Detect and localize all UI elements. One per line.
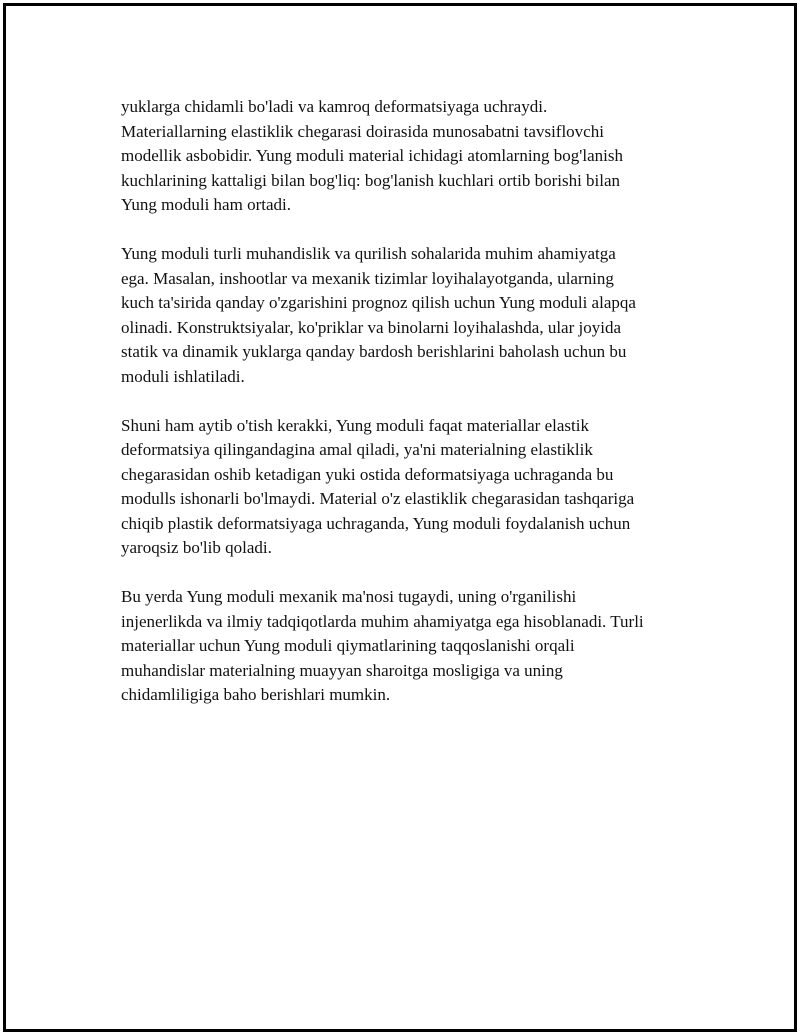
paragraph-line: olinadi. Konstruktsiyalar, ko'priklar va binolarni loyihalashda, ular joyida [121, 317, 621, 337]
paragraph-line: yuklarga chidamli bo'ladi va kamroq deformatsiyaga uchraydi. [121, 97, 548, 116]
paragraph-line: modulls ishonarli bo'lmaydi. Material o'z elastiklik chegarasidan tashqariga [121, 489, 635, 508]
paragraph-line: Bu yerda Yung moduli mexanik ma'nosi tugaydi, uning o'rganilishi [121, 587, 577, 606]
paragraph-line: Shuni ham aytib o'tish kerakki, Yung moduli faqat materiallar elastik [121, 415, 589, 435]
paragraph-3 [121, 414, 691, 561]
paragraph-line: moduli ishlatiladi. [121, 366, 245, 386]
paragraph-line: Yung moduli turli muhandislik va qurilish sohalarida muhim ahamiyatga [121, 244, 616, 263]
paragraph-line: muhandislar materialning muayyan sharoitga mosligiga va uning [121, 660, 563, 680]
paragraph-line: yaroqsiz bo'lib qoladi. [121, 538, 272, 557]
paragraph-line: ega. Masalan, inshootlar va mexanik tizimlar loyihalayotganda, ularning [121, 268, 614, 288]
paragraph-line: chidamliligiga baho berishlari mumkin. [121, 685, 391, 704]
paragraph-line: kuch ta'sirida qanday o'zgarishini prognoz qilish uchun Yung moduli alapqa [121, 293, 636, 312]
paragraph-2 [121, 242, 691, 389]
paragraph-line: Materiallarning elastiklik chegarasi doirasida munosabatni tavsiflovchi [121, 121, 604, 141]
paragraph-line: modellik asbobidir. Yung moduli material ichidagi atomlarning bog'lanish [121, 146, 623, 165]
paragraph-line: Yung moduli ham ortadi. [121, 195, 291, 214]
paragraph-4 [121, 585, 691, 708]
paragraph-1 [121, 95, 691, 218]
paragraph-line: statik va dinamik yuklarga qanday bardosh berishlarini baholash uchun bu [121, 342, 627, 361]
paragraph-line: materiallar uchun Yung moduli qiymatlarining taqqoslanishi orqali [121, 636, 575, 655]
paragraph-line: deformatsiya qilingandagina amal qiladi, ya'ni materialning elastiklik [121, 440, 593, 459]
document-body [121, 95, 691, 732]
document-page [3, 3, 797, 1032]
paragraph-line: chiqib plastik deformatsiyaga uchraganda, Yung moduli foydalanish uchun [121, 513, 631, 533]
paragraph-line: kuchlarining kattaligi bilan bog'liq: bog'lanish kuchlari ortib borishi bilan [121, 170, 621, 190]
paragraph-line: injenerlikda va ilmiy tadqiqotlarda muhim ahamiyatga ega hisoblanadi. Turli [121, 611, 644, 631]
paragraph-line: chegarasidan oshib ketadigan yuki ostida deformatsiyaga uchraganda bu [121, 464, 614, 484]
